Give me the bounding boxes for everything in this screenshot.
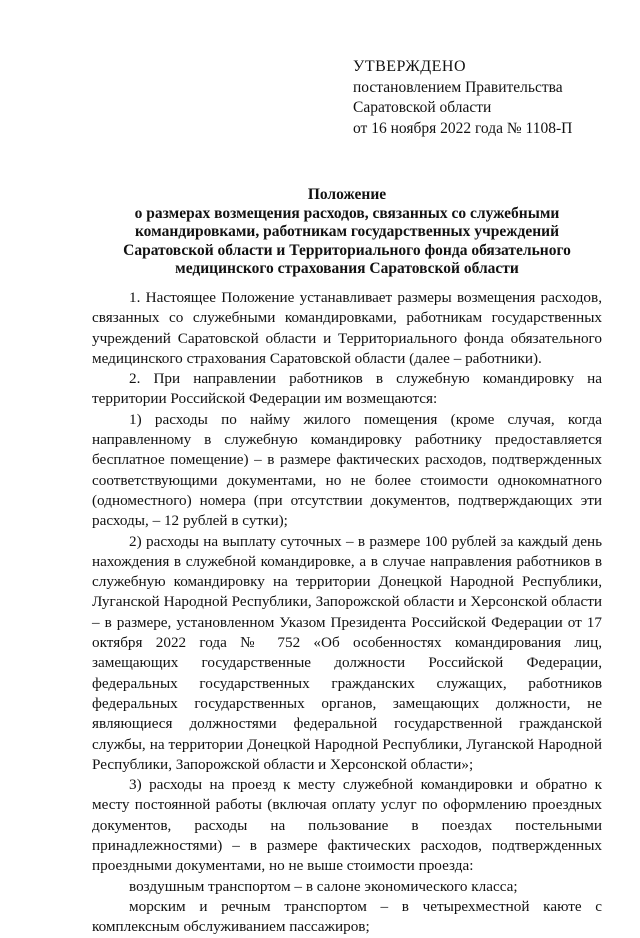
paragraph-sea: морским и речным транспортом – в четырехместной каюте с комплексным обслуживанием пассажиров;: [92, 897, 602, 936]
paragraph-item-2: 2) расходы на выплату суточных – в размере 100 рублей за каждый день нахождения в служебной командировке, а в случае направления работников в служебную командировку на территории Донецкой Народной Республики, Луганской Народной Республики, Запорожской области и Херсонской области – в размере, установленном Указом Президента Российской Федерации от 17 октября 2022 года № 752 «Об особенностях командирования лиц, замещающих государственные должности Российской Федерации, федеральных государственных гражданских служащих, работников федеральных государственных органов, замещающих должности, не являющиеся должностями федеральной государственной гражданской службы, на территории Донецкой Народной Республики, Луганской Народной Республики, Запорожской области и Херсонской области»;: [92, 532, 602, 773]
document-title: [92, 186, 602, 279]
title-line: о размерах возмещения расходов, связанных со служебными: [134, 204, 560, 222]
approval-heading: УТВЕРЖДЕНО: [353, 58, 467, 75]
paragraph-2: 2. При направлении работников в служебную командировку на территории Российской Федерации им возмещаются:: [92, 370, 602, 408]
title-line: Положение: [307, 186, 387, 203]
approval-line: от 16 ноября 2022 года № 1108-П: [353, 119, 573, 137]
document-body: [92, 288, 602, 938]
paragraph-item-3: 3) расходы на проезд к месту служебной командировки и обратно к месту постоянной работы (включая оплату услуг по оформлению проездных документов, расходы на пользование в поездах постельными принадлежностями) – в размере фактических расходов, подтвержденных проездными документами, но не выше стоимости проезда:: [92, 776, 602, 875]
title-line: Саратовской области и Территориального фонда обязательного: [123, 241, 571, 259]
paragraph-air: воздушным транспортом – в салоне экономического класса;: [129, 877, 518, 895]
paragraph-item-1: 1) расходы по найму жилого помещения (кроме случая, когда направленному в служебную командировку работнику предоставляется бесплатное помещение) – в размере фактических расходов, подтвержденных соответствующими документами, но не более стоимости однокомнатного (одноместного) номера (при отсутствии документов, подтверждающих эти расходы, – 12 рублей в сутки);: [92, 410, 602, 530]
title-line: медицинского страхования Саратовской области: [175, 260, 519, 277]
title-line: командировками, работникам государственных учреждений: [134, 223, 560, 240]
paragraph-1: 1. Настоящее Положение устанавливает размеры возмещения расходов, связанных со служебными командировками, работникам государственных учреждений Саратовской области и Территориального фонда обязательного медицинского страхования Саратовской области (далее – работники).: [92, 289, 602, 367]
approval-line: Саратовской области: [353, 99, 492, 117]
approval-block: [353, 57, 572, 139]
approval-line: постановлением Правительства: [353, 78, 563, 96]
